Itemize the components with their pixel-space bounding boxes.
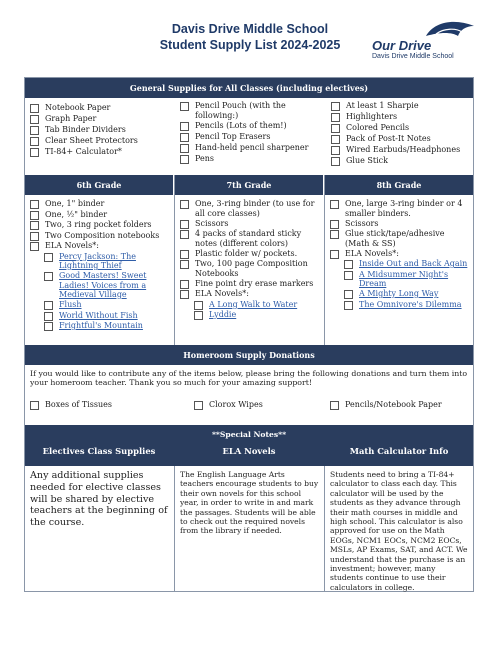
checkbox[interactable] xyxy=(194,301,203,310)
checkbox[interactable] xyxy=(30,126,39,135)
novel-link[interactable]: World Without Fish xyxy=(59,310,138,320)
item-label: 4 packs of standard sticky notes (different colors) xyxy=(195,229,302,248)
general-item xyxy=(180,154,325,164)
item-label: Pencils/Notebook Paper xyxy=(345,400,442,409)
grade7-heading: 7th Grade xyxy=(175,175,323,195)
novel-link[interactable]: Good Masters! Sweet Ladies! Voices from a Medieval Village xyxy=(59,271,147,299)
checkbox[interactable] xyxy=(180,133,189,142)
checkbox[interactable] xyxy=(30,104,39,113)
item-label: Colored Pencils xyxy=(346,123,410,132)
grade-item xyxy=(180,249,322,259)
item-label: Glue Stick xyxy=(346,156,388,165)
general-item xyxy=(180,132,325,142)
checkbox[interactable] xyxy=(331,157,340,166)
grade7-list xyxy=(180,199,322,321)
checkbox[interactable] xyxy=(44,253,53,262)
grade-item xyxy=(330,249,470,259)
general-item xyxy=(30,114,175,124)
item-label: One, 3-ring binder (to use for all core classes) xyxy=(195,199,315,218)
item-label: Pencil Pouch (with the following:) xyxy=(195,101,286,120)
item-label: One, large 3-ring binder or 4 smaller binders. xyxy=(345,199,463,218)
checkbox[interactable] xyxy=(330,401,339,410)
electives-text: Any additional supplies needed for elective classes will be shared by elective teachers at the beginning of the course. xyxy=(30,470,168,529)
item-label: Pens xyxy=(195,154,215,163)
general-col-3 xyxy=(331,101,471,167)
checkbox[interactable] xyxy=(180,250,189,259)
checkbox[interactable] xyxy=(331,135,340,144)
novel-link[interactable]: The Omnivore's Dilemma xyxy=(359,299,462,309)
general-item xyxy=(180,101,325,120)
general-item xyxy=(331,101,471,111)
item-label: ELA Novels*: xyxy=(45,241,99,250)
item-label: Two, 3 ring pocket folders xyxy=(45,220,152,229)
checkbox[interactable] xyxy=(344,260,353,269)
checkbox[interactable] xyxy=(30,115,39,124)
logo-text: Our Drive xyxy=(372,38,432,53)
item-label: Plastic folder w/ pockets. xyxy=(195,248,298,258)
novel-item xyxy=(30,300,172,310)
novel-link[interactable]: Inside Out and Back Again xyxy=(359,259,468,268)
special-notes-heading: **Special Notes** xyxy=(211,430,287,439)
checkbox[interactable] xyxy=(44,312,53,321)
general-item xyxy=(180,143,325,153)
item-label: Notebook Paper xyxy=(45,103,111,112)
grade-item xyxy=(30,231,172,241)
item-label: Two Composition notebooks xyxy=(45,230,160,240)
donation-item xyxy=(194,400,324,410)
item-label: Pack of Post-It Notes xyxy=(346,134,431,143)
ela-text: The English Language Arts teachers encourage students to buy their own novels for this school year, in order to write in and mark the passages. Students will be able to check out the required novels from the library if needed. xyxy=(180,470,319,536)
item-label: Two, 100 page Composition Notebooks xyxy=(195,259,308,278)
item-label: Tab Binder Dividers xyxy=(45,125,126,134)
checkbox[interactable] xyxy=(331,102,340,111)
grade-item xyxy=(330,199,470,218)
item-label: Hand-held pencil sharpener xyxy=(195,143,309,152)
novel-item xyxy=(330,289,470,299)
checkbox[interactable] xyxy=(44,272,53,281)
item-label: One, 1" binder xyxy=(45,199,105,208)
novel-item xyxy=(180,300,322,310)
item-label: Wired Earbuds/Headphones xyxy=(346,145,461,154)
general-col-1 xyxy=(30,103,175,158)
checkbox[interactable] xyxy=(344,271,353,280)
homeroom-text: If you would like to contribute any of the items below, please bring the following donations and turn them into your homeroom teacher. Thank you so much for your amazing support! xyxy=(30,369,468,388)
novel-item xyxy=(330,300,470,310)
general-item xyxy=(331,156,471,166)
checkbox[interactable] xyxy=(30,148,39,157)
item-label: At least 1 Sharpie xyxy=(346,101,419,110)
grade-item xyxy=(180,279,322,289)
homeroom-item-3 xyxy=(330,400,470,410)
homeroom-item-1 xyxy=(30,400,170,410)
novel-item xyxy=(30,252,172,271)
checkbox[interactable] xyxy=(330,200,339,209)
novel-link[interactable]: A Mighty Long Way xyxy=(359,289,439,298)
checkbox[interactable] xyxy=(180,290,189,299)
general-item xyxy=(30,136,175,146)
general-item xyxy=(331,145,471,155)
grade-item xyxy=(180,289,322,299)
novel-link[interactable]: Flush xyxy=(59,300,82,309)
novel-link[interactable]: A Midsummer Night's Dream xyxy=(359,269,449,288)
checkbox[interactable] xyxy=(330,250,339,259)
grade-item xyxy=(30,241,172,251)
grade-item xyxy=(180,229,322,248)
item-label: Pencils (Lots of them!) xyxy=(195,121,287,130)
checkbox[interactable] xyxy=(44,322,53,331)
electives-heading: Electives Class Supplies xyxy=(42,446,156,456)
novel-item xyxy=(30,321,172,331)
list-title: Student Supply List 2024-2025 xyxy=(159,38,341,52)
checkbox[interactable] xyxy=(194,311,203,320)
checkbox[interactable] xyxy=(180,220,189,229)
general-item xyxy=(331,112,471,122)
general-item xyxy=(30,147,175,157)
grade-item xyxy=(30,210,172,220)
general-item xyxy=(180,121,325,131)
donation-item xyxy=(330,400,470,410)
checkbox[interactable] xyxy=(330,220,339,229)
checkbox[interactable] xyxy=(30,137,39,146)
checkbox[interactable] xyxy=(30,211,39,220)
checkbox[interactable] xyxy=(30,242,39,251)
checkbox[interactable] xyxy=(194,401,203,410)
checkbox[interactable] xyxy=(331,124,340,133)
general-item xyxy=(331,123,471,133)
novel-link[interactable]: Percy Jackson: The Lightning Thief xyxy=(59,251,136,270)
grade-item xyxy=(330,229,470,248)
grade8-list xyxy=(330,199,470,310)
item-label: Graph Paper xyxy=(45,114,97,123)
novel-item xyxy=(180,310,322,320)
general-col-2 xyxy=(180,101,325,165)
homeroom-heading: Homeroom Supply Donations xyxy=(25,345,473,365)
grade8-heading: 8th Grade xyxy=(325,175,473,195)
item-label: Scissors xyxy=(345,218,379,228)
novel-item xyxy=(330,259,470,269)
checkbox[interactable] xyxy=(180,260,189,269)
general-item xyxy=(30,103,175,113)
checkbox[interactable] xyxy=(180,280,189,289)
math-text: Students need to bring a TI-84+ calculator to class each day. This calculator will be used by the students as they advance through their math courses in middle and high school. This calculator is also approved for use on the Math EOGs, NCM1 EOCs, NCM2 EOCs, MSLs, AP Exams, SAT, and ACT. We understand that the purchase is an investment; however, many students continue to use their calculators in college. xyxy=(330,470,468,592)
general-item xyxy=(331,134,471,144)
checkbox[interactable] xyxy=(30,221,39,230)
checkbox[interactable] xyxy=(44,301,53,310)
novel-item xyxy=(30,271,172,300)
checkbox[interactable] xyxy=(180,155,189,164)
item-label: Highlighters xyxy=(346,112,398,121)
checkbox[interactable] xyxy=(30,401,39,410)
checkbox[interactable] xyxy=(344,290,353,299)
checkbox[interactable] xyxy=(180,122,189,131)
donation-item xyxy=(30,400,170,410)
school-name: Davis Drive Middle School xyxy=(171,22,329,36)
checkbox[interactable] xyxy=(331,146,340,155)
grade-item xyxy=(180,219,322,229)
checkbox[interactable] xyxy=(330,230,339,239)
item-label: Pencil Top Erasers xyxy=(195,132,271,141)
item-label: Glue stick/tape/adhesive (Math & SS) xyxy=(345,229,445,248)
item-label: Clear Sheet Protectors xyxy=(45,136,138,145)
logo-subtext: Davis Drive Middle School xyxy=(372,53,454,60)
grade-item xyxy=(330,219,470,229)
checkbox[interactable] xyxy=(344,301,353,310)
checkbox[interactable] xyxy=(30,232,39,241)
novel-item xyxy=(30,311,172,321)
item-label: Clorox Wipes xyxy=(209,400,263,409)
novel-link[interactable]: Frightful's Mountain xyxy=(59,321,143,330)
item-label: Fine point dry erase markers xyxy=(195,278,314,288)
item-label: ELA Novels*: xyxy=(195,289,249,298)
checkbox[interactable] xyxy=(331,113,340,122)
checkbox[interactable] xyxy=(180,200,189,209)
checkbox[interactable] xyxy=(180,230,189,239)
math-heading: Math Calculator Info xyxy=(349,446,449,456)
item-label: Scissors xyxy=(195,218,229,228)
general-item xyxy=(30,125,175,135)
item-label: Boxes of Tissues xyxy=(45,400,113,409)
novel-link[interactable]: A Long Walk to Water xyxy=(209,299,298,309)
item-label: One, ½" binder xyxy=(45,209,108,219)
novel-link[interactable]: Lyddie xyxy=(209,310,237,319)
novel-item xyxy=(330,270,470,289)
grade6-heading: 6th Grade xyxy=(25,175,173,195)
grade-item xyxy=(180,259,322,278)
checkbox[interactable] xyxy=(180,102,189,111)
grade-item xyxy=(180,199,322,218)
grade-item xyxy=(30,199,172,209)
homeroom-item-2 xyxy=(194,400,324,410)
grade-item xyxy=(30,220,172,230)
checkbox[interactable] xyxy=(180,144,189,153)
grade6-list xyxy=(30,199,172,332)
ela-heading: ELA Novels xyxy=(222,446,276,456)
item-label: ELA Novels*: xyxy=(345,248,399,258)
item-label: TI-84+ Calculator* xyxy=(45,147,122,156)
general-heading: General Supplies for All Classes (including electives) xyxy=(25,78,473,98)
checkbox[interactable] xyxy=(30,200,39,209)
